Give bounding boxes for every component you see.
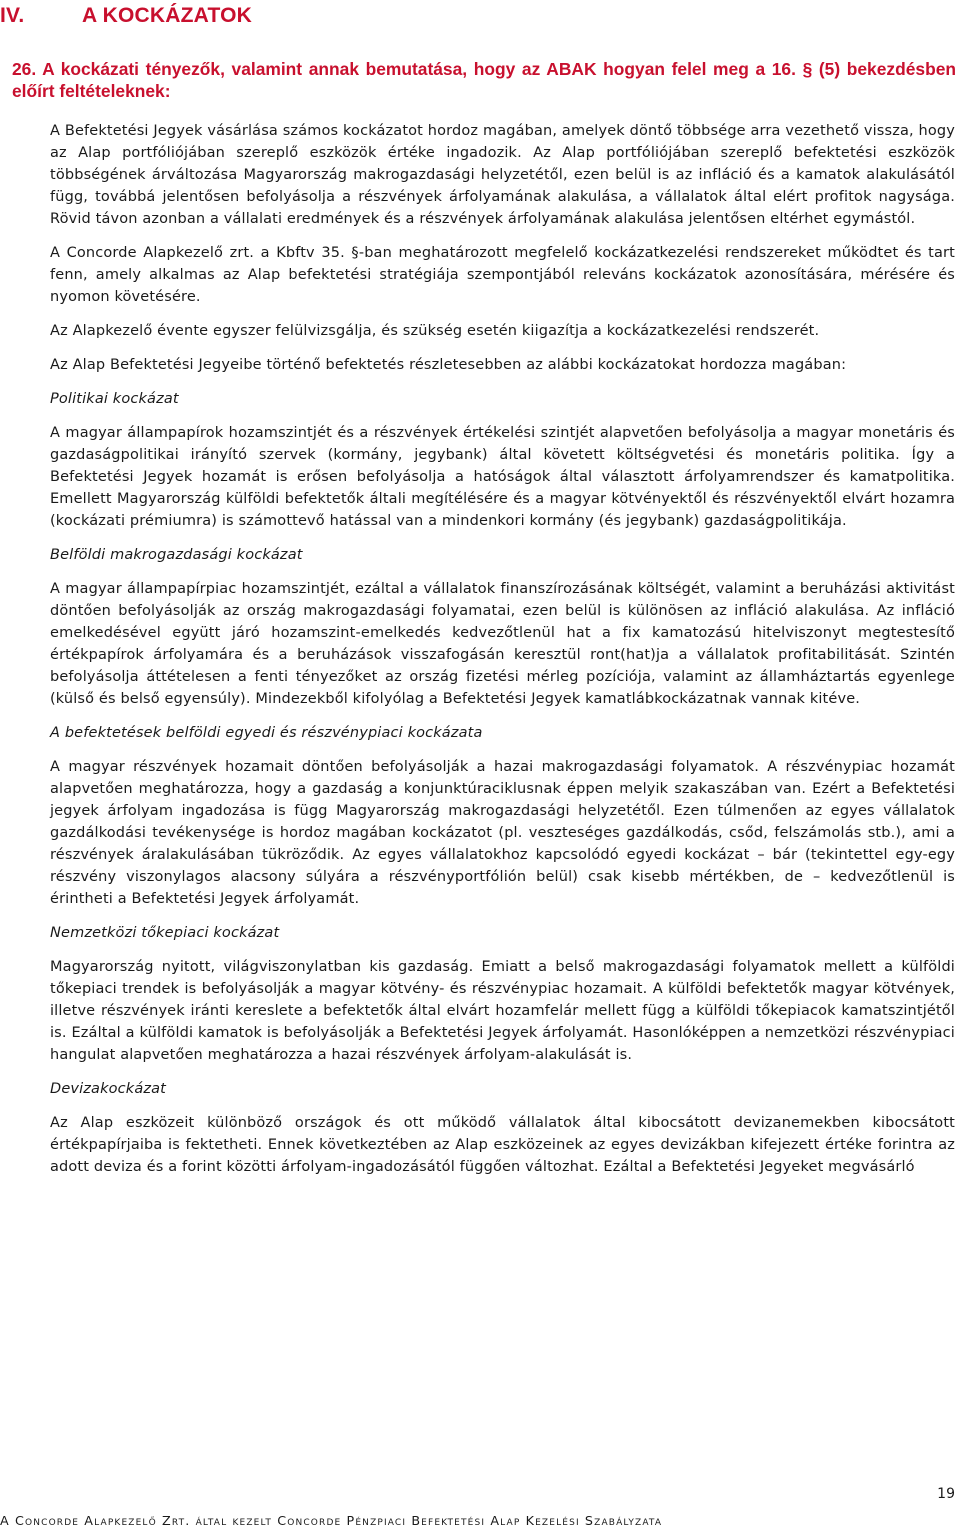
risk-text-equity-market: A magyar részvények hozamait döntően befolyásolják a hazai makrogazdasági folyamatok. A részvénypiac hozamát alapvetően meghatározza, hogy a gazdaság a konjunktúraciklusnak éppen melyik szakaszában van. Ezért a Befektetési jegyek árfolyam ingadozása is függ Magyarország makrogazdasági helyzetétől. Ezen túlmenően az egyes vállalatok gazdálkodási tevékenysége is hordoz magában kockázatot (pl. veszteséges gazdálkodás, csőd, felszámolás stb.), ami a részvények áralakulásában tükröződik. Az egyes vállalatokhoz kapcsolódó egyedi kockázat – bár (tekintettel egy-egy részvény viszonylagos alacsony súlyára a részvényportfólión belül) csak kisebb mértékben, de – kedvezőtlenül is érintheti a Befektetési Jegyek árfolyamát. — [50, 759, 955, 907]
risk-title-international-capital: Nemzetközi tőkepiaci kockázat — [50, 925, 280, 941]
page-footer: A Concorde Alapkezelő Zrt. által kezelt Concorde Pénzpiaci Befektetési Alap Kezelési Szabályzata — [0, 1513, 663, 1528]
risk-text-international-capital: Magyarország nyitott, világviszonylatban kis gazdaság. Emiatt a belső makrogazdasági folyamatok mellett a külföldi tőkepiaci trendek is befolyásolják a magyar kötvény- és részvénypiac hozamait. A külföldi befektetők magyar kötvények, illetve részvények iránti kereslete a befektetők által elvárt hozamfelár mellett függ a külföldi tőkepiacok kamatszintjétől is. Ezáltal a külföldi kamatok is befolyásolják a Befektetési Jegyek árfolyamát. Hasonlóképpen a nemzetközi részvénypiaci hangulat alapvetően meghatározza a hazai részvények árfolyam-alakulását is. — [50, 959, 955, 1063]
section-heading: 26. A kockázati tényezők, valamint annak bemutatása, hogy az ABAK hogyan felel meg a 16. § (5) bekezdésben előírt feltételeknek: — [12, 59, 956, 101]
paragraph-risks-intro: Az Alap Befektetési Jegyeibe történő befektetés részletesebben az alábbi kockázatokat hordozza magában: — [50, 357, 847, 373]
chapter-title — [0, 4, 600, 28]
chapter-title-text: A KOCKÁZATOK — [82, 4, 253, 27]
paragraph-intro: A Befektetési Jegyek vásárlása számos kockázatot hordoz magában, amelyek döntő többsége arra vezethető vissza, hogy az Alap portfóliójában szereplő eszközök értéke ingadozik. Az Alap portfóliójában szereplő befektetési eszközök többségének árváltozása Magyarország makrogazdasági helyzetétől, ezen belül is az infláció és a kamatok alakulásától függ, továbbá jelentősen befolyásolja a részvények árfolyamának alakulása, a vállalatok által elért profitok nagysága. Rövid távon azonban a vállalati eredmények és a részvények árfolyamának alakulása jelentősen eltérhet egymástól. — [50, 123, 955, 227]
paragraph-risk-management: A Concorde Alapkezelő zrt. a Kbftv 35. §-ban meghatározott megfelelő kockázatkezelési rendszereket működtet és tart fenn, amely alkalmas az Alap befektetési stratégiája szempontjából releváns kockázatok azonosítására, mérésére és nyomon követésére. — [50, 245, 955, 305]
risk-title-political: Politikai kockázat — [50, 391, 179, 407]
page-number: 19 — [937, 1486, 955, 1502]
document-body — [50, 120, 955, 1190]
risk-title-currency: Devizakockázat — [50, 1081, 166, 1097]
risk-text-currency: Az Alap eszközeit különböző országok és ott működő vállalatok által kibocsátott devizanemekben kibocsátott értékpapírjaiba is fektetheti. Ennek következtében az Alap eszközeinek az egyes devizákban kifejezett értéke forintra az adott deviza és a forint közötti árfolyam-ingadozásától függően változhat. Ezáltal a Befektetési Jegyeket megvásárló — [50, 1115, 955, 1175]
risk-text-domestic-macro: A magyar állampapírpiac hozamszintjét, ezáltal a vállalatok finanszírozásának költségét, valamint a beruházási aktivitást döntően befolyásolják az ország makrogazdasági folyamatai, ezen belül is különösen az infláció alakulása. Az infláció emelkedésével együtt járó hozamszint-emelkedés kedvezőtlenül hat a fix kamatozású hitelviszonyt megtestesítő értékpapírok árfolyamára és a beruházások visszafogásán keresztül ront(hat)ja a vállalatok profitabilitását. Szintén befolyásolja áttételesen a fenti tényezőket az ország fizetési mérleg pozíciója, valamint az államháztartás egyenlege (külső és belső egyensúly). Mindezekből kifolyólag a Befektetési Jegyek kamatlábkockázatnak vannak kitéve. — [50, 581, 955, 707]
risk-text-political: A magyar állampapírok hozamszintjét és a részvények értékelési szintjét alapvetően befolyásolja a magyar monetáris és gazdaságpolitikai irányító szervek (kormány, jegybank) által követett költségvetési és monetáris politika. Így a Befektetési Jegyek hozamát is erősen befolyásolja a hatóságok által választott árfolyamrendszer és kamatpolitika. Emellett Magyarország külföldi befektetők általi megítélésére és a magyar kötvényektől és részvényektől elvárt hozamra (kockázati prémiumra) is számottevő hatással van a mindenkori kormány (és jegybank) gazdaságpolitikája. — [50, 425, 955, 529]
paragraph-annual-review: Az Alapkezelő évente egyszer felülvizsgálja, és szükség esetén kiigazítja a kockázatkezelési rendszerét. — [50, 323, 820, 339]
chapter-number: IV. — [0, 4, 25, 27]
risk-title-equity-market: A befektetések belföldi egyedi és részvénypiaci kockázata — [50, 725, 483, 741]
risk-title-domestic-macro: Belföldi makrogazdasági kockázat — [50, 547, 303, 563]
